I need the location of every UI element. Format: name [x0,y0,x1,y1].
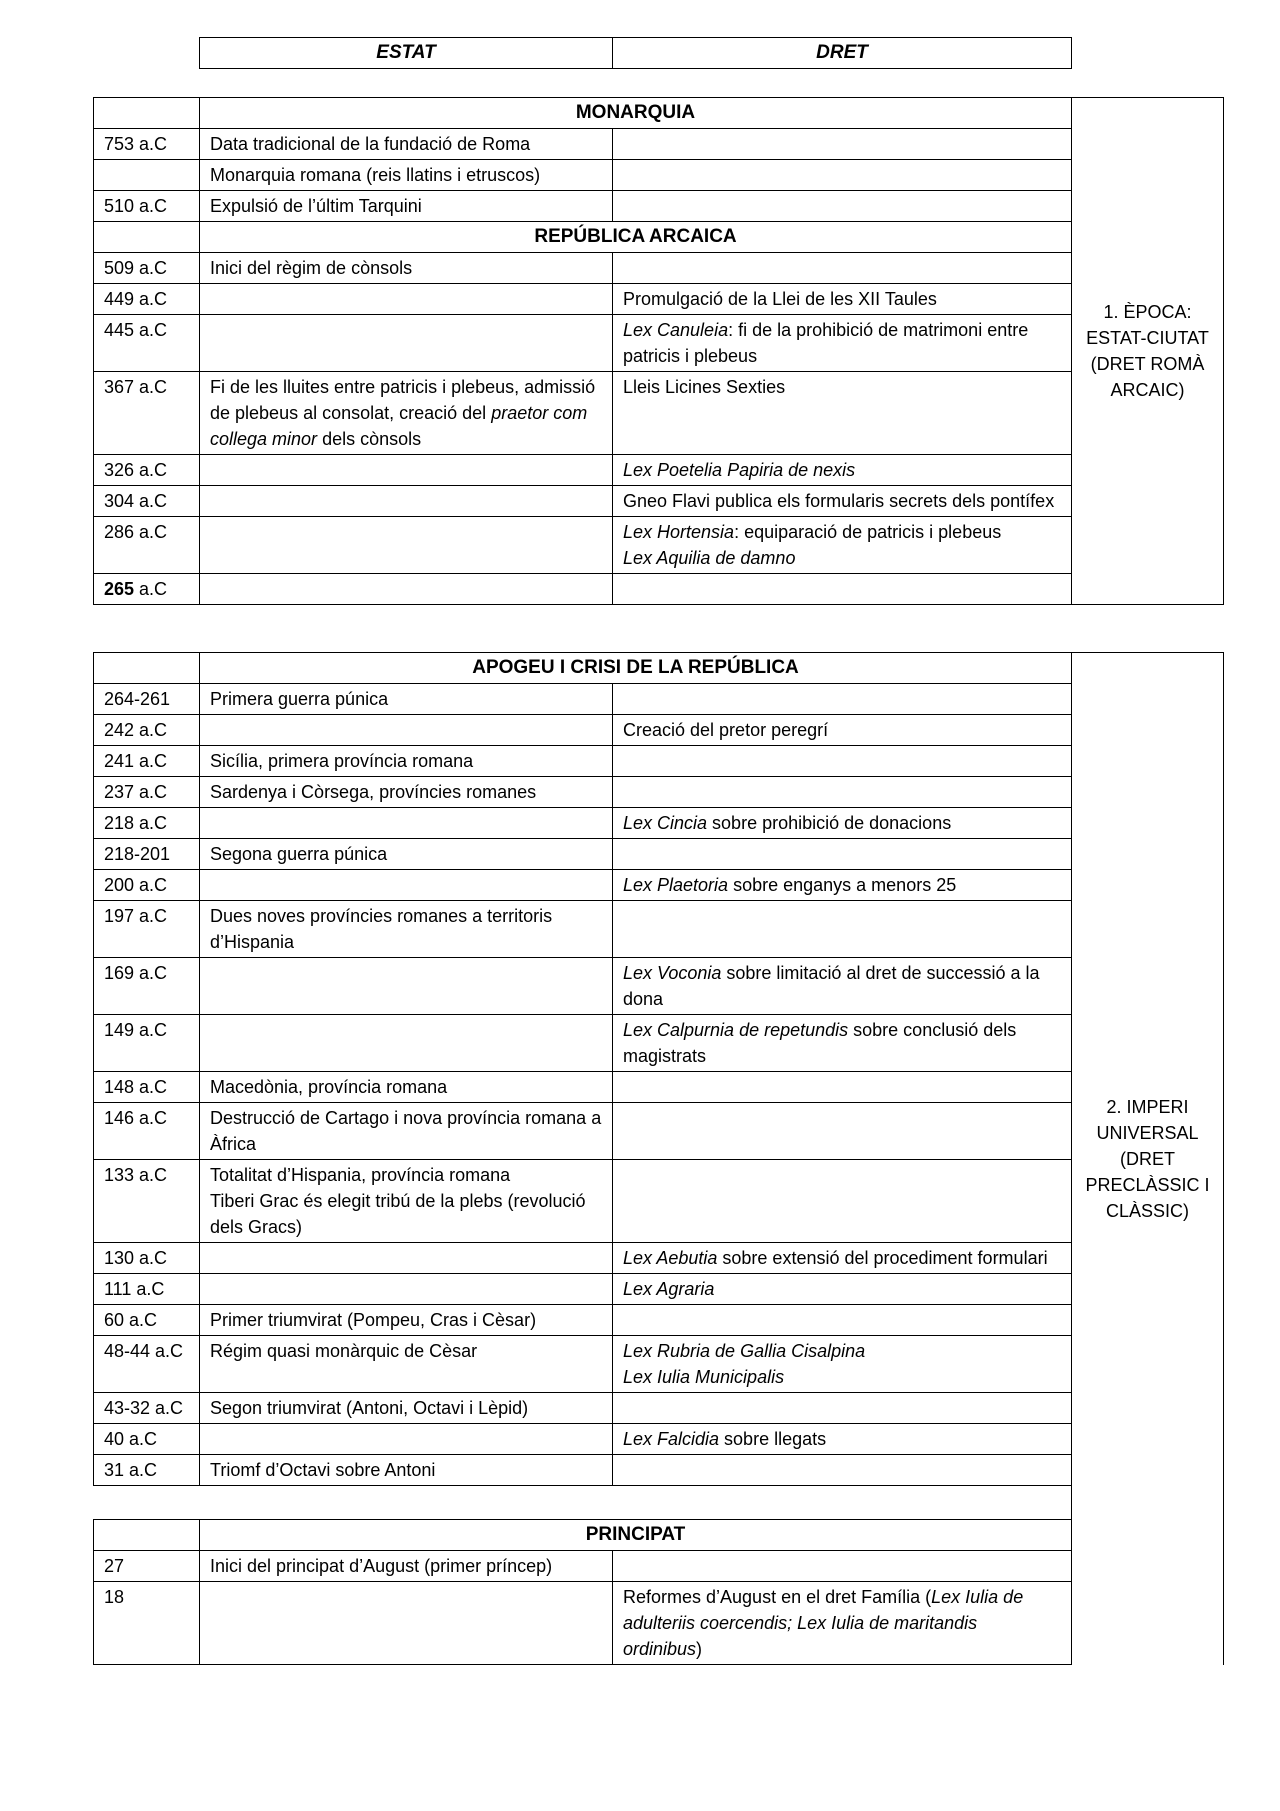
epoch-1-body [94,98,1224,605]
gap-row [94,1486,1224,1520]
estat-cell [200,486,613,517]
table-row [94,284,1224,315]
dret-cell: Lex Poetelia Papiria de nexis [613,455,1072,486]
table-row [94,1424,1224,1455]
table-row [94,1243,1224,1274]
dret-cell: Lex Calpurnia de repetundis sobre conclusió dels magistrats [613,1015,1072,1072]
table-row [94,486,1224,517]
date-cell: 40 a.C [94,1424,200,1455]
table-row [94,129,1224,160]
dret-cell: Reformes d’August en el dret Família (Lex Iulia de adulteriis coercendis; Lex Iulia de maritandis ordinibus) [613,1582,1072,1665]
estat-cell: Primera guerra púnica [200,684,613,715]
dret-cell: Lex Falcidia sobre llegats [613,1424,1072,1455]
dret-cell [613,1393,1072,1424]
estat-cell: Monarquia romana (reis llatins i etruscos) [200,160,613,191]
estat-cell: Segon triumvirat (Antoni, Octavi i Lèpid) [200,1393,613,1424]
date-cell: 286 a.C [94,517,200,574]
date-cell: 111 a.C [94,1274,200,1305]
table-row [94,901,1224,958]
date-cell [94,160,200,191]
estat-cell [200,1015,613,1072]
estat-cell [200,574,613,605]
estat-cell: Totalitat d’Hispania, província romana Tiberi Grac és elegit tribú de la plebs (revolució dels Gracs) [200,1160,613,1243]
estat-cell [200,870,613,901]
table-row [94,746,1224,777]
section-title: PRINCIPAT [200,1520,1072,1551]
date-cell: 148 a.C [94,1072,200,1103]
estat-cell: Segona guerra púnica [200,839,613,870]
table-row [94,574,1224,605]
dret-cell [613,1551,1072,1582]
dret-cell [613,746,1072,777]
column-header-table [199,37,1072,69]
table-row [94,839,1224,870]
table-row [94,1551,1224,1582]
dret-cell: Lex Agraria [613,1274,1072,1305]
date-cell: 264-261 [94,684,200,715]
date-cell [94,222,200,253]
table-row [94,315,1224,372]
section-row [94,98,1224,129]
table-row [94,1336,1224,1393]
dret-cell [613,1305,1072,1336]
dret-cell [613,1455,1072,1486]
date-cell: 753 a.C [94,129,200,160]
dret-cell: Promulgació de la Llei de les XII Taules [613,284,1072,315]
estat-cell: Data tradicional de la fundació de Roma [200,129,613,160]
table-row [94,1160,1224,1243]
table-row [94,1393,1224,1424]
dret-cell [613,1072,1072,1103]
estat-cell: Primer triumvirat (Pompeu, Cras i Cèsar) [200,1305,613,1336]
estat-cell [200,1243,613,1274]
table-row [94,1274,1224,1305]
table-row [94,1072,1224,1103]
dret-cell [613,160,1072,191]
dret-cell [613,839,1072,870]
estat-cell: Inici del principat d’August (primer príncep) [200,1551,613,1582]
estat-cell [200,517,613,574]
dret-cell [613,1103,1072,1160]
estat-cell: Inici del règim de cònsols [200,253,613,284]
table-row [94,715,1224,746]
date-cell [94,1520,200,1551]
column-header-row [200,38,1072,69]
table-row [94,455,1224,486]
estat-cell [200,958,613,1015]
date-cell: 326 a.C [94,455,200,486]
table-row [94,372,1224,455]
date-cell: 48-44 a.C [94,1336,200,1393]
estat-cell: Destrucció de Cartago i nova província romana a Àfrica [200,1103,613,1160]
section-row [94,1520,1224,1551]
epoch-2-epoch-label: 2. IMPERI UNIVERSAL (DRET PRECLÀSSIC I CLÀSSIC) [1072,653,1224,1665]
epoch-2-table [93,652,1224,1665]
date-cell: 130 a.C [94,1243,200,1274]
dret-cell [613,129,1072,160]
date-cell: 43-32 a.C [94,1393,200,1424]
estat-cell [200,715,613,746]
dret-cell: Lleis Licines Sexties [613,372,1072,455]
estat-cell [200,1274,613,1305]
dret-cell: Lex Plaetoria sobre enganys a menors 25 [613,870,1072,901]
table-row [94,684,1224,715]
dret-cell [613,777,1072,808]
estat-cell [200,315,613,372]
dret-cell: Lex Voconia sobre limitació al dret de successió a la dona [613,958,1072,1015]
date-cell: 31 a.C [94,1455,200,1486]
dret-cell [613,1160,1072,1243]
date-cell: 237 a.C [94,777,200,808]
estat-cell [200,1582,613,1665]
dret-cell: Lex Cincia sobre prohibició de donacions [613,808,1072,839]
date-cell: 200 a.C [94,870,200,901]
date-cell: 149 a.C [94,1015,200,1072]
dret-cell [613,253,1072,284]
date-cell: 218-201 [94,839,200,870]
estat-cell [200,284,613,315]
date-cell: 133 a.C [94,1160,200,1243]
epoch-1-table [93,97,1224,605]
table-row [94,1305,1224,1336]
date-cell: 449 a.C [94,284,200,315]
date-cell: 18 [94,1582,200,1665]
date-cell: 60 a.C [94,1305,200,1336]
dret-cell: Lex Canuleia: fi de la prohibició de matrimoni entre patricis i plebeus [613,315,1072,372]
date-cell: 367 a.C [94,372,200,455]
date-cell: 169 a.C [94,958,200,1015]
estat-cell: Expulsió de l’últim Tarquini [200,191,613,222]
section-title: MONARQUIA [200,98,1072,129]
table-row [94,1103,1224,1160]
estat-cell: Triomf d’Octavi sobre Antoni [200,1455,613,1486]
section-title: APOGEU I CRISI DE LA REPÚBLICA [200,653,1072,684]
table-row [94,253,1224,284]
dret-cell [613,901,1072,958]
date-cell: 27 [94,1551,200,1582]
dret-cell [613,684,1072,715]
date-cell: 241 a.C [94,746,200,777]
gap-cell [94,1486,1072,1520]
section-row [94,222,1224,253]
date-cell: 509 a.C [94,253,200,284]
table-row [94,191,1224,222]
date-cell: 197 a.C [94,901,200,958]
date-cell [94,653,200,684]
table-row [94,808,1224,839]
estat-cell: Fi de les lluites entre patricis i plebeus, admissió de plebeus al consolat, creació del praetor com collega minor dels cònsols [200,372,613,455]
epoch-1-epoch-label: 1. ÈPOCA: ESTAT-CIUTAT (DRET ROMÀ ARCAIC) [1072,98,1224,605]
table-row [94,870,1224,901]
estat-cell: Régim quasi monàrquic de Cèsar [200,1336,613,1393]
header-estat: ESTAT [200,38,613,69]
estat-cell: Sicília, primera província romana [200,746,613,777]
date-cell: 445 a.C [94,315,200,372]
table-row [94,958,1224,1015]
epoch-2-body [94,653,1224,1665]
section-title: REPÚBLICA ARCAICA [200,222,1072,253]
date-cell: 146 a.C [94,1103,200,1160]
estat-cell [200,1424,613,1455]
dret-cell: Lex Aebutia sobre extensió del procediment formulari [613,1243,1072,1274]
table-row [94,160,1224,191]
table-row [94,777,1224,808]
dret-cell: Lex Hortensia: equiparació de patricis i plebeus Lex Aquilia de damno [613,517,1072,574]
dret-cell: Lex Rubria de Gallia Cisalpina Lex Iulia Municipalis [613,1336,1072,1393]
dret-cell [613,574,1072,605]
date-cell [94,98,200,129]
dret-cell: Gneo Flavi publica els formularis secrets dels pontífex [613,486,1072,517]
header-dret: DRET [613,38,1072,69]
table-row [94,1015,1224,1072]
estat-cell [200,808,613,839]
estat-cell: Dues noves províncies romanes a territoris d’Hispania [200,901,613,958]
date-cell: 242 a.C [94,715,200,746]
table-row [94,517,1224,574]
table-row [94,1455,1224,1486]
section-row [94,653,1224,684]
table-row [94,1582,1224,1665]
estat-cell: Macedònia, província romana [200,1072,613,1103]
estat-cell: Sardenya i Còrsega, províncies romanes [200,777,613,808]
date-cell: 304 a.C [94,486,200,517]
dret-cell: Creació del pretor peregrí [613,715,1072,746]
date-cell: 218 a.C [94,808,200,839]
estat-cell [200,455,613,486]
date-cell: 265 a.C [94,574,200,605]
dret-cell [613,191,1072,222]
date-cell: 510 a.C [94,191,200,222]
